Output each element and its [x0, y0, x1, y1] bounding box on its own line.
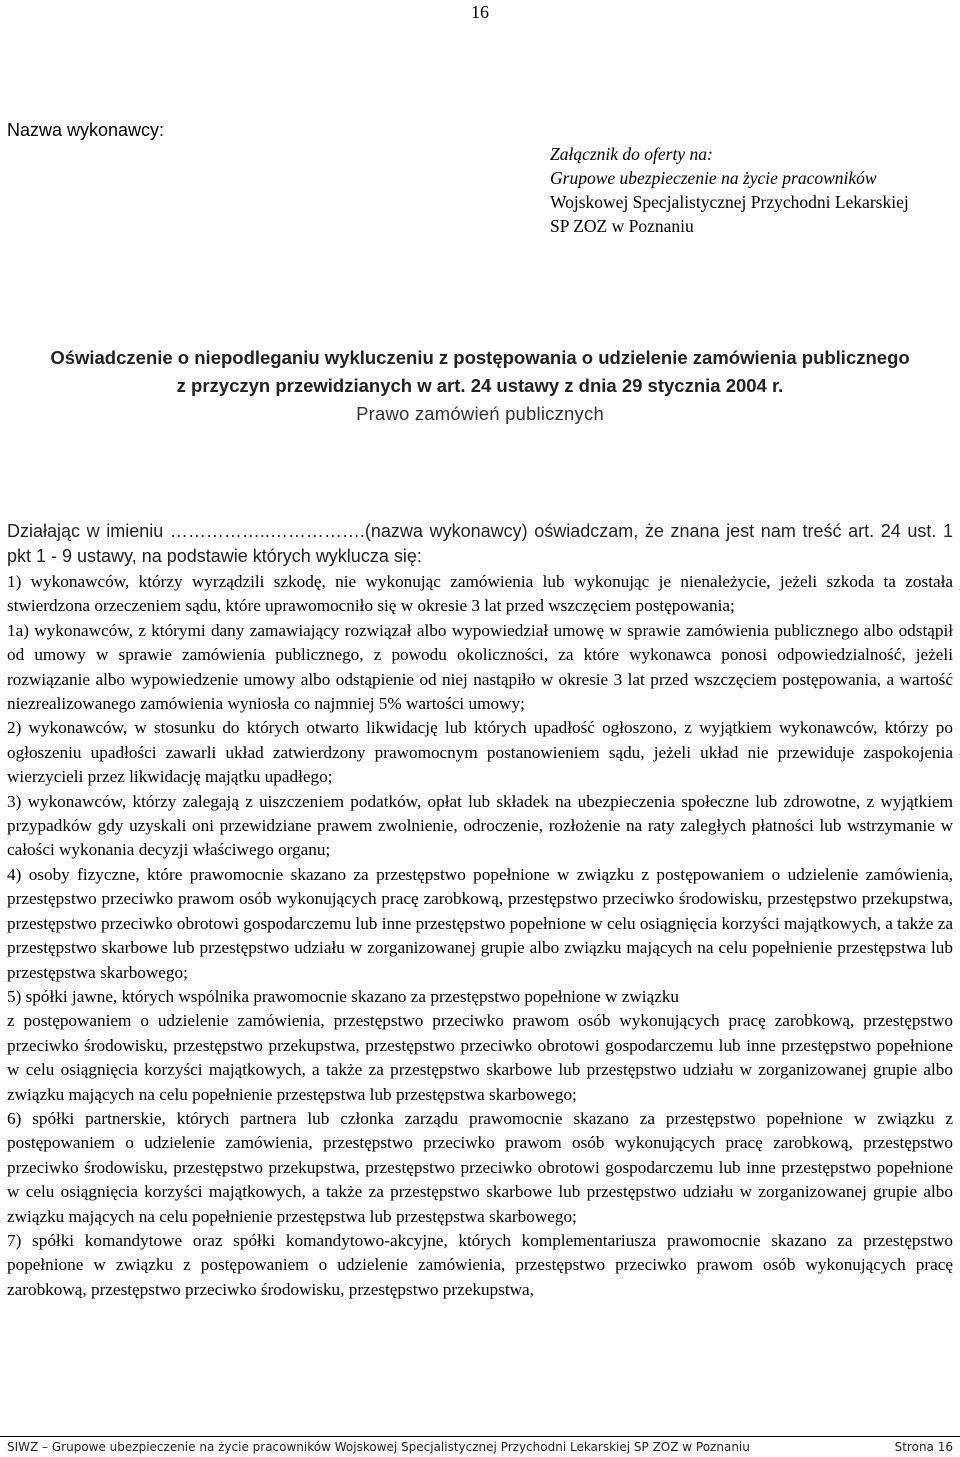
- footer-document-title: SIWZ – Grupowe ubezpieczenie na życie pracowników Wojskowej Specjalistycznej Przychodni Lekarskiej SP ZOZ w Poznaniu: [7, 1440, 750, 1454]
- intro-part-2: 1 pkt 1 - 9 ustawy, na podstawie których wyklucza się:: [7, 521, 954, 566]
- intro-paragraph: [7, 519, 953, 569]
- list-item: 7) spółki komandytowe oraz spółki komandytowo-akcyjne, których komplementariusza prawomocnie skazano za przestępstwo popełnione w związku z postępowaniem o udzielenie zamówienia, przestępstwo przeciwko prawom osób wykonujących pracę zarobkową, przestępstwo przeciwko środowisku, przestępstwo przekupstwa,: [7, 1230, 953, 1299]
- page-number: 16: [471, 2, 489, 22]
- annex-header: [550, 142, 955, 238]
- list-item: 4) osoby fizyczne, które prawomocnie skazano za przestępstwo popełnione w związku z postępowaniem o udzielenie zamówienia, przestępstwo przeciwko prawom osób wykonujących pracę zarobkową, przestępstwo przeciwko środowisku, przestępstwo przekupstwa, przestępstwo przeciwko obrotowi gospodarczemu lub inne przestępstwo popełnione w celu osiągnięcia korzyści majątkowych, a także za przestępstwo skarbowe lub przestępstwo udziału w zorganizowanej grupie albo związku mających na celu popełnienie przestępstwa lub przestępstwa skarbowego;: [7, 864, 953, 982]
- footer-divider: [0, 1436, 960, 1437]
- footer-page-number: Strona 16: [894, 1440, 953, 1454]
- title-line-3: Prawo zamówień publicznych: [356, 403, 604, 424]
- list-item: 6) spółki partnerskie, których partnera lub członka zarządu prawomocnie skazano za przestępstwo popełnione w związku z postępowaniem o udzielenie zamówienia, przestępstwo przeciwko prawom osób wykonujących pracę zarobkową, przestępstwo przeciwko środowisku, przestępstwo przekupstwa, przestępstwo przeciwko obrotowi gospodarczemu lub inne przestępstwo popełnione w celu osiągnięcia korzyści majątkowych, a także za przestępstwo skarbowe lub przestępstwo udziału w zorganizowanej grupie albo związku mających na celu popełnienie przestępstwa lub przestępstwa skarbowego;: [7, 1108, 953, 1226]
- list-item: 1) wykonawców, którzy wyrządzili szkodę, nie wykonując zamówienia lub wykonując je nienależycie, jeżeli szkoda ta została stwierdzona orzeczeniem sądu, które uprawomocniło się w okresie 3 lat przed wszczęciem postępowania;: [7, 572, 953, 616]
- statement-title: [0, 344, 960, 428]
- list-item: 1a) wykonawców, z którymi dany zamawiający rozwiązał albo wypowiedział umowę w sprawie zamówienia publicznego albo odstąpił od umowy w sprawie zamówienia publicznego, z powodu okoliczności, za które wykonawca ponosi odpowiedzialność, jeżeli rozwiązanie albo wypowiedzenie umowy albo odstąpienie od niej nastąpiło w okresie 3 lat przed wszczęciem postępowania, a wartość niezrealizowanego zamówienia wyniosła co najmniej 5% wartości umowy;: [7, 620, 953, 714]
- contractor-name-label: Nazwa wykonawcy:: [7, 120, 165, 140]
- title-line-1: Oświadczenie o niepodleganiu wykluczeniu z postępowania o udzielenie zamówienia publicznego: [50, 347, 910, 368]
- list-item: 2) wykonawców, w stosunku do których otwarto likwidację lub których upadłość ogłoszono, z wyjątkiem wykonawców, którzy po ogłoszeniu upadłości zawarli układ zatwierdzony prawomocnym postanowieniem sądu, jeżeli układ nie przewiduje zaspokojenia wierzycieli przez likwidację majątku upadłego;: [7, 718, 953, 787]
- annex-line-2: Grupowe ubezpieczenie na życie pracowników: [550, 168, 877, 188]
- page-footer: [7, 1439, 953, 1455]
- annex-line-3: Wojskowej Specjalistycznej Przychodni Lekarskiej: [550, 192, 909, 212]
- title-line-2: z przyczyn przewidzianych w art. 24 ustawy z dnia 29 stycznia 2004 r.: [176, 375, 784, 396]
- exclusion-list: [7, 570, 953, 1302]
- list-item: 3) wykonawców, którzy zalegają z uiszczeniem podatków, opłat lub składek na ubezpieczenia społeczne lub zdrowotne, z wyjątkiem przypadków gdy uzyskali oni przewidziane prawem zwolnienie, odroczenie, rozłożenie na raty zaległych płatności lub wstrzymanie w całości wykonania decyzji właściwego organu;: [7, 791, 953, 860]
- list-item: z postępowaniem o udzielenie zamówienia, przestępstwo przeciwko prawom osób wykonujących pracę zarobkową, przestępstwo przeciwko środowisku, przestępstwo przekupstwa, przestępstwo przeciwko obrotowi gospodarczemu lub inne przestępstwo popełnione w celu osiągnięcia korzyści majątkowych, a także za przestępstwo skarbowe lub przestępstwo udziału w zorganizowanej grupie albo związku mających na celu popełnienie przestępstwa lub przestępstwa skarbowego;: [7, 1011, 953, 1104]
- annex-line-4: SP ZOZ w Poznaniu: [550, 216, 694, 236]
- list-item: 5) spółki jawne, których wspólnika prawomocnie skazano za przestępstwo popełnione w związku: [7, 986, 680, 1006]
- annex-line-1: Załącznik do oferty na:: [550, 144, 713, 164]
- intro-part-1: Działając w imieniu ……………..…………….(nazwa wykonawcy) oświadczam, że znana jest nam treść art. 24 ust.: [7, 521, 937, 541]
